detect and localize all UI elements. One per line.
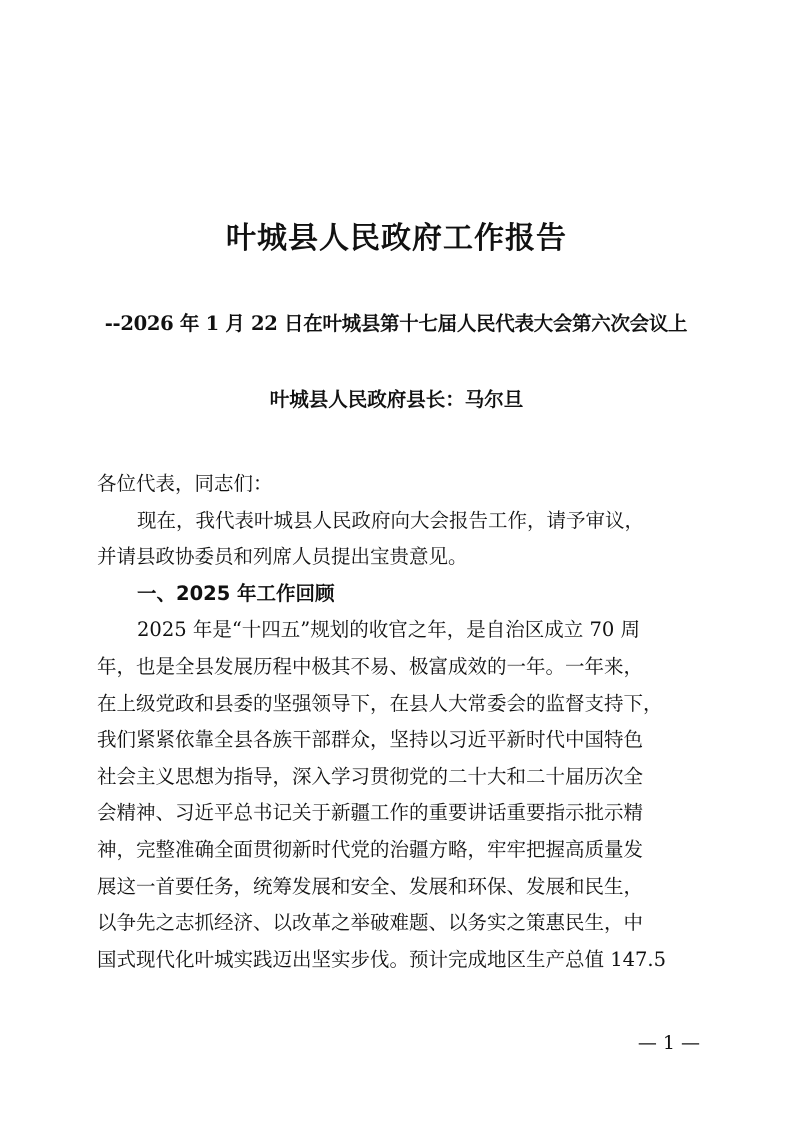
paragraph-line: 社会主义思想为指导，深入学习贯彻党的二十大和二十届历次全 [97, 764, 644, 788]
paragraph-line: 以争先之志抓经济、以改革之举破难题、以务实之策惠民生，中 [97, 911, 644, 935]
paragraph-line: 神，完整准确全面贯彻新时代党的治疆方略，牢牢把握高质量发 [97, 837, 644, 861]
report-author: 叶城县人民政府县长：马尔旦 [269, 388, 524, 411]
paragraph-line: 现在，我代表叶城县人民政府向大会报告工作，请予审议， [137, 508, 645, 532]
paragraph-line: 展这一首要任务，统筹发展和安全、发展和环保、发展和民生， [97, 874, 644, 898]
page-number: — 1 — [637, 1032, 700, 1054]
report-subtitle: --2026 年 1 月 22 日在叶城县第十七届人民代表大会第六次会议上 [104, 312, 688, 335]
paragraph-line: 2025 年是“十四五”规划的收官之年，是自治区成立 70 周 [137, 618, 640, 642]
paragraph-line: 会精神、习近平总书记关于新疆工作的重要讲话重要指示批示精 [97, 801, 644, 825]
report-body [97, 466, 694, 978]
paragraph-line: 国式现代化叶城实践迈出坚实步伐。预计完成地区生产总值 147.5 [97, 947, 667, 971]
salutation-line: 各位代表，同志们： [97, 472, 273, 495]
report-title: 叶城县人民政府工作报告 [226, 221, 567, 256]
paragraph-line: 在上级党政和县委的坚强领导下，在县人大常委会的监督支持下， [97, 691, 663, 715]
paragraph-line: 我们紧紧依靠全县各族干部群众，坚持以习近平新时代中国特色 [97, 728, 644, 752]
paragraph-line: 并请县政协委员和列席人员提出宝贵意见。 [97, 545, 468, 569]
section-heading: 一、2025 年工作回顾 [137, 581, 335, 605]
paragraph-line: 年，也是全县发展历程中极其不易、极富成效的一年。一年来， [97, 654, 644, 678]
